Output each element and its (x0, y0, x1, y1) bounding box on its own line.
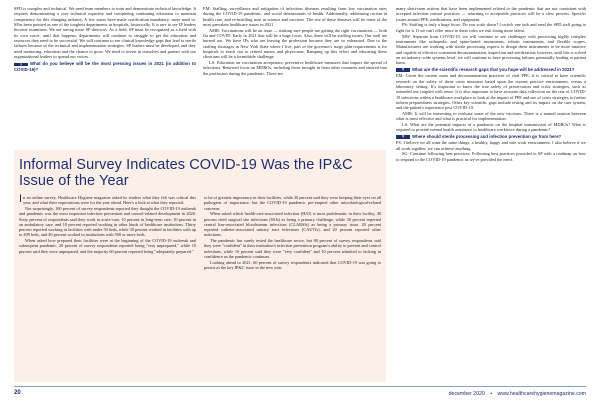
paragraph: EM: Staffing, surveillance and mitigation of infectious diseases resulting from low vaccination rates during the COVID-19 pandemic, and social determinants of health. Additionally, addressing racism in health care, and re-instilling trust in science and vaccines. The rise of these diseases will be some of the most prevalent healthcare issues in 2021. (203, 6, 387, 28)
footer-separator: • (490, 390, 493, 397)
paragraph: EM: Given the current mass and decontamination practices of vital PPE, it is critical to have scientific research on the safety of these crisis measures based upon the current practice environment, versus a laboratory setting. It's important to know the true safety of preservation and crisis strategies, such as extended use coupled with reuse. It is also important to have accurate data collection on the rate of COVID-19 infections within a healthcare workplace to look at the impact of PPE and use of crisis strategies to further inform preparedness strategies. Other key scientific gaps include testing and its impact on the care system, and the patient's experience post COVID-19. (396, 73, 586, 111)
paragraph: MW: Separate from COVID-19, we will continue to see challenges with processing highly complex instruments like orthopedic and spine-based instruments, robotic instruments, and flexible scopes. Manufacturers are working with sterile processing experts to design these instruments to be more intuitive and capable of effective consistent decontamination, inspection and sterilization; however, until this is solved on an industry-wide systems level, we will continue to have processing failures potentially leading to patient harm. (396, 33, 586, 66)
article-column-middle (203, 6, 387, 76)
paragraph: to be of greatest importance in their facilities, while 20 percent said they were keeping their eyes on all pathogens of importance, but the COVID-19 pandemic pre-empted other microbiological-related concerns. (204, 195, 381, 211)
paragraph: LS: Education on vaccination acceptance, preventive healthcare measures that impact the spread of infections. Renewed focus on MDROs, including those brought in from other countries and entered into the profession during the pandemic. There are (203, 59, 387, 76)
paragraph: SPD is complex and technical. We need team members to train and demonstrate technical knowledge. It requires demonstrating a core technical expertise and completing continuing education to maintain competency for this changing industry. A few states have made certification mandatory; more need to. SPas been pointed as one of the toughest departments in hospitals, historically. It is rare to see IP leaders become examiners. We are seeing more SP directors. As a field, SP must be recognized as a field with its own voice; until that happens, departments will continue to struggle to get the education and resources they need to be successful. We will continue to see clinical knowledge gaps that lead to sterile failures because of the technical and implementation strategies. SP leaders must be developed, and they need mentoring, education and the chance to grow. We need to invest in ourselves and partner with our organizational leaders to spread our voices. (14, 6, 196, 60)
paragraph: PS: Staffing is truly a huge focus. Do you scale down? I switch one task and send the SPD staff going to fight for it. If we can't offer more to these roles we risk losing more talent. (396, 22, 586, 33)
question-label-icon: Q (396, 68, 410, 72)
sidebar-column-1 (19, 195, 196, 271)
paragraph: Looking ahead to 2021, 60 percent of survey respondents indicated that COVID-19 was going to persist as the key IP&C issue in the new year. (204, 259, 381, 271)
website-link[interactable]: www.healthcarehygienemagazine.com (497, 390, 586, 397)
paragraph: PS: I believe we all want the same things: a healthy, happy and safe work environment. I also believe if we all work together, we can achieve anything. (396, 140, 586, 151)
paragraph: SG: Continue following best practices. Following best practices provided to SP with a roadmap on how to respond to the COVID-19 pandemic as we've provided the need. (396, 151, 586, 162)
sidebar-title: Informal Survey Indicates COVID-19 Was the IP&C Issue of the Year (19, 157, 353, 189)
issue-date: december 2020 (448, 390, 485, 397)
question-label-icon: Q (396, 135, 410, 139)
article-column-right (396, 6, 586, 163)
question-label-icon: Q (14, 63, 28, 67)
page-number: 20 (14, 390, 21, 396)
question-heading: Q What are the scientific research gaps that you hope will be addressed in 2021? (396, 67, 586, 72)
paragraph: AMR: It will be interesting to evaluate some of the new vaccines. There is a natural tension between what is most effective and what is practical for implementation. (396, 111, 586, 122)
paragraph: In an online survey, Healthcare Hygiene magazine asked its readers what they felt was critical this year, and what their expectations were for the year ahead. Here's a look at what they reported. (19, 193, 196, 206)
paragraph: The pandemic has surely tested the healthcare sector, but 80 percent of survey respondents said they were "confident" in their institution's infection prevention program's ability to prevent and control infections, while 10 percent said they were "very confident" and 10 percent admitted to lacking in confidence as the pandemic continues. (204, 238, 381, 260)
paragraph: When asked which health-care-associated infection (HAI) is most problematic in their facility, 40 percent cited surgical site infections (SSIs) as being a primary challenge, while 30 percent reported central line-associated bloodstream infections (CLABSIs) as being a primary issue, 20 percent reported catheter-associated urinary tract infections (CAUTIs), and 20 percent reported other infections. (204, 211, 381, 238)
page-footer (14, 386, 586, 399)
paragraph: LS: What are the potential impacts of a pandemic on the hospital transmission of MDROs? What is required to provide mental health assistance to healthcare workforce during a pandemic? (396, 122, 586, 133)
paragraph: Not surprisingly, 100 percent of survey respondents reported they thought the COVID-19 outbreak and pandemic was the most important infection prevention and control-related development in 2020. Sixty percent of respondents said they work in acute-care, 10 percent in long-term care, 10 percent in an ambulatory care, and 10 percent reported working in other kinds of healthcare institutions. Thirty percent reported working in facilities with under 50 beds, while 30 percent worked in facilities with up to 499 beds, and 40 percent worked in institutions with 500 or more beds. (19, 205, 196, 238)
paragraph: many short-term actions that have been implemented related to the pandemic that are not consistent with accepted infection control practices — returning to acceptable practices will be a slow process. Specific issues around PPE, medications, and equipment. (396, 6, 586, 22)
article-column-left (14, 6, 196, 72)
sidebar-column-2 (204, 195, 381, 271)
paragraph: When asked how prepared their facilities were at the beginning of the COVID-19 outbreak and subsequent pandemic, 20 percent of survey respondents reported being "very unprepared," while 10 percent said they were unprepared, and the majority 60 percent reported being "adequately prepared." (19, 238, 196, 254)
question-heading: Q What do you believe will be the most pressing issues in 2021 (in addition to COVID-19)? (14, 61, 196, 72)
question-heading: Q Where should sterile processing and infection prevention go from here? (396, 134, 586, 139)
survey-sidebar-box (14, 150, 386, 382)
paragraph: AMR: Vaccinations will be an issue — making sure people are getting the right vaccinations — both flu and COVID. Early in 2021 that will be a huge focus. Also, there will be staffing issues. Our staff are burned out. We have IPs who are leaving the profession because they are so exhausted. Due to the staffing shortages in New York State where I live, part of the governor's surge plan requirements is for hospitals to reach out to retired nurses and physicians. Ramping up this effort and educating these clinicians will be a formidable challenge. (203, 27, 387, 60)
